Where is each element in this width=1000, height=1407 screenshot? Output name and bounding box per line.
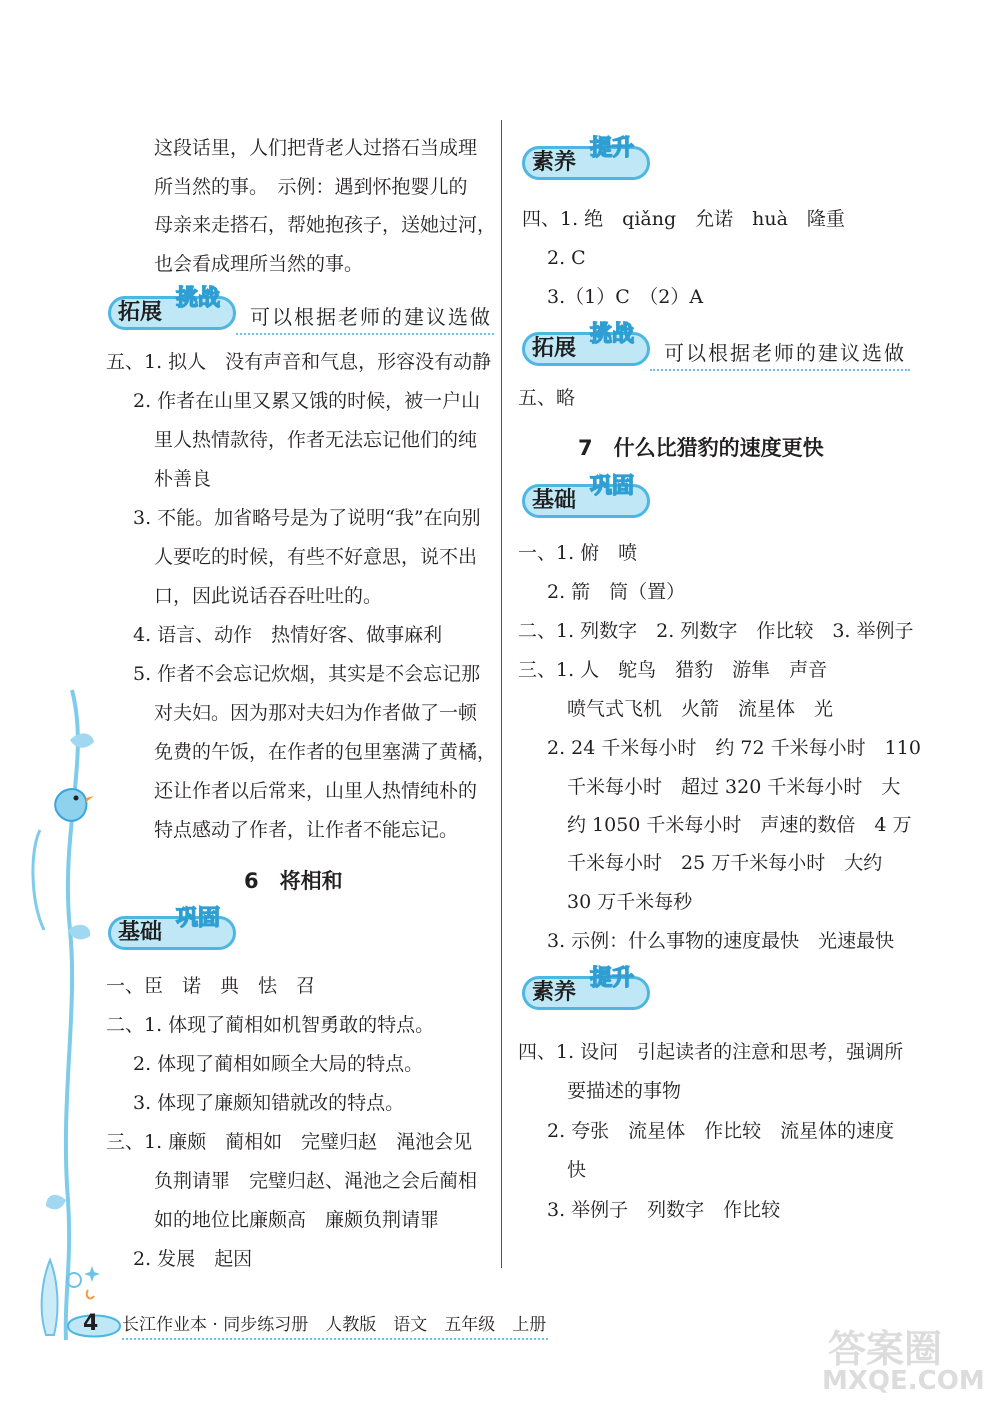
answer-line: 2. 体现了蔺相如顾全大局的特点。	[133, 1053, 424, 1075]
answer-line: 四、1. 设问 引起读者的注意和思考，强调所	[518, 1041, 904, 1063]
answer-line: 3.（1）C （2）A	[547, 286, 704, 308]
badge-word-accent: 提升	[590, 136, 635, 161]
left-text-line: 所当然的事。 示例：遇到怀抱婴儿的	[154, 176, 468, 198]
answer-line: 30 万千米每秒	[567, 891, 693, 913]
suyang-badge	[520, 966, 654, 1014]
answer-line: 对夫妇。因为那对夫妇为作者做了一顿	[154, 702, 478, 724]
optional-note: 可以根据老师的建议选做	[250, 305, 492, 329]
answer-line: 特点感动了作者，让作者不能忘记。	[154, 819, 459, 841]
answer-line: 里人热情款待，作者无法忘记他们的纯	[154, 429, 478, 451]
answer-line: 二、1. 列数字 2. 列数字 作比较 3. 举例子	[518, 620, 914, 642]
suyang-badge	[520, 136, 654, 184]
footer-dotted-line	[122, 1338, 548, 1340]
answer-line: 2. C	[547, 247, 586, 269]
answer-line: 快	[567, 1159, 587, 1181]
watermark-url: MXQE.COM	[822, 1366, 985, 1396]
answer-line: 口，因此说话吞吞吐吐的。	[154, 585, 383, 607]
badge-word: 素养	[532, 150, 577, 175]
jichu-badge	[106, 906, 240, 954]
badge-word-accent: 挑战	[176, 286, 221, 311]
badge-word: 素养	[532, 980, 577, 1005]
jichu-badge	[520, 474, 654, 522]
answer-line: 三、1. 廉颇 蔺相如 完璧归赵 渑池会见	[106, 1131, 473, 1153]
answer-line: 五、略	[518, 387, 576, 409]
lesson-7-title: 7 什么比猎豹的速度更快	[578, 436, 824, 460]
watermark-logo-text: 答案圈	[828, 1327, 943, 1371]
answer-line: 还让作者以后常来，山里人热情纯朴的	[154, 780, 478, 802]
answer-line: 千米每小时 超过 320 千米每小时 大	[567, 776, 901, 798]
tuozhan-badge	[520, 322, 654, 370]
answer-line: 2. 发展 起因	[133, 1248, 253, 1270]
answer-line: 2. 作者在山里又累又饿的时候，被一户山	[133, 390, 481, 412]
answer-line: 二、1. 体现了蔺相如机智勇敢的特点。	[106, 1014, 435, 1036]
badge-word-accent: 提升	[590, 966, 635, 991]
lesson-6-title: 6 将相和	[244, 869, 343, 893]
badge-word-accent: 巩固	[590, 474, 635, 499]
left-text-line: 这段话里，人们把背老人过搭石当成理	[154, 137, 478, 159]
answer-line: 一、臣 诺 典 怯 召	[106, 975, 316, 997]
tuozhan-badge	[106, 286, 240, 334]
answer-line: 2. 箭 筒（置）	[547, 581, 686, 603]
answer-line: 3. 示例：什么事物的速度最快 光速最快	[547, 930, 895, 952]
column-divider	[501, 120, 502, 1268]
footer-book-title: 长江作业本 · 同步练习册 人教版 语文 五年级 上册	[122, 1315, 547, 1335]
answer-line: 五、1. 拟人 没有声音和气息，形容没有动静	[106, 351, 492, 373]
page-number: 4	[83, 1311, 99, 1336]
answer-line: 四、1. 绝 qiǎng 允诺 huà 隆重	[522, 208, 845, 230]
section-dotted-line	[236, 333, 494, 335]
answer-line: 三、1. 人 鸵鸟 猎豹 游隼 声音	[518, 659, 828, 681]
answer-line: 约 1050 千米每小时 声速的数倍 4 万	[567, 814, 912, 836]
answer-line: 免费的午饭，在作者的包里塞满了黄橘，	[154, 741, 497, 763]
left-text-line: 母亲来走搭石，帮她抱孩子，送她过河，	[154, 214, 497, 236]
answer-line: 5. 作者不会忘记炊烟，其实是不会忘记那	[133, 663, 481, 685]
answer-line: 喷气式飞机 火箭 流星体 光	[567, 698, 834, 720]
answer-line: 要描述的事物	[567, 1080, 682, 1102]
answer-line: 一、1. 俯 喷	[518, 542, 638, 564]
badge-word-accent: 巩固	[176, 906, 221, 931]
answer-line: 如的地位比廉颇高 廉颇负荆请罪	[154, 1209, 440, 1231]
section-dotted-line	[650, 369, 910, 371]
answer-line: 3. 举例子 列数字 作比较	[547, 1199, 781, 1221]
answer-line: 朴善良	[154, 468, 212, 490]
answer-line: 4. 语言、动作 热情好客、做事麻利	[133, 624, 443, 646]
answer-line: 3. 不能。加省略号是为了说明“我”在向别	[133, 507, 481, 529]
answer-line: 人要吃的时候，有些不好意思，说不出	[154, 546, 478, 568]
left-text-line: 也会看成理所当然的事。	[154, 253, 364, 275]
answer-line: 2. 24 千米每小时 约 72 千米每小时 110	[547, 737, 921, 759]
answer-line: 千米每小时 25 万千米每小时 大约	[567, 852, 883, 874]
badge-word-accent: 挑战	[590, 322, 635, 347]
answer-line: 负荆请罪 完璧归赵、渑池之会后蔺相	[154, 1170, 478, 1192]
answer-line: 3. 体现了廉颇知错就改的特点。	[133, 1092, 405, 1114]
badge-word: 基础	[532, 488, 577, 513]
badge-word: 拓展	[118, 300, 163, 325]
answer-line: 2. 夸张 流星体 作比较 流星体的速度	[547, 1120, 895, 1142]
badge-word: 拓展	[532, 336, 577, 361]
optional-note: 可以根据老师的建议选做	[664, 341, 906, 365]
badge-word: 基础	[118, 920, 163, 945]
